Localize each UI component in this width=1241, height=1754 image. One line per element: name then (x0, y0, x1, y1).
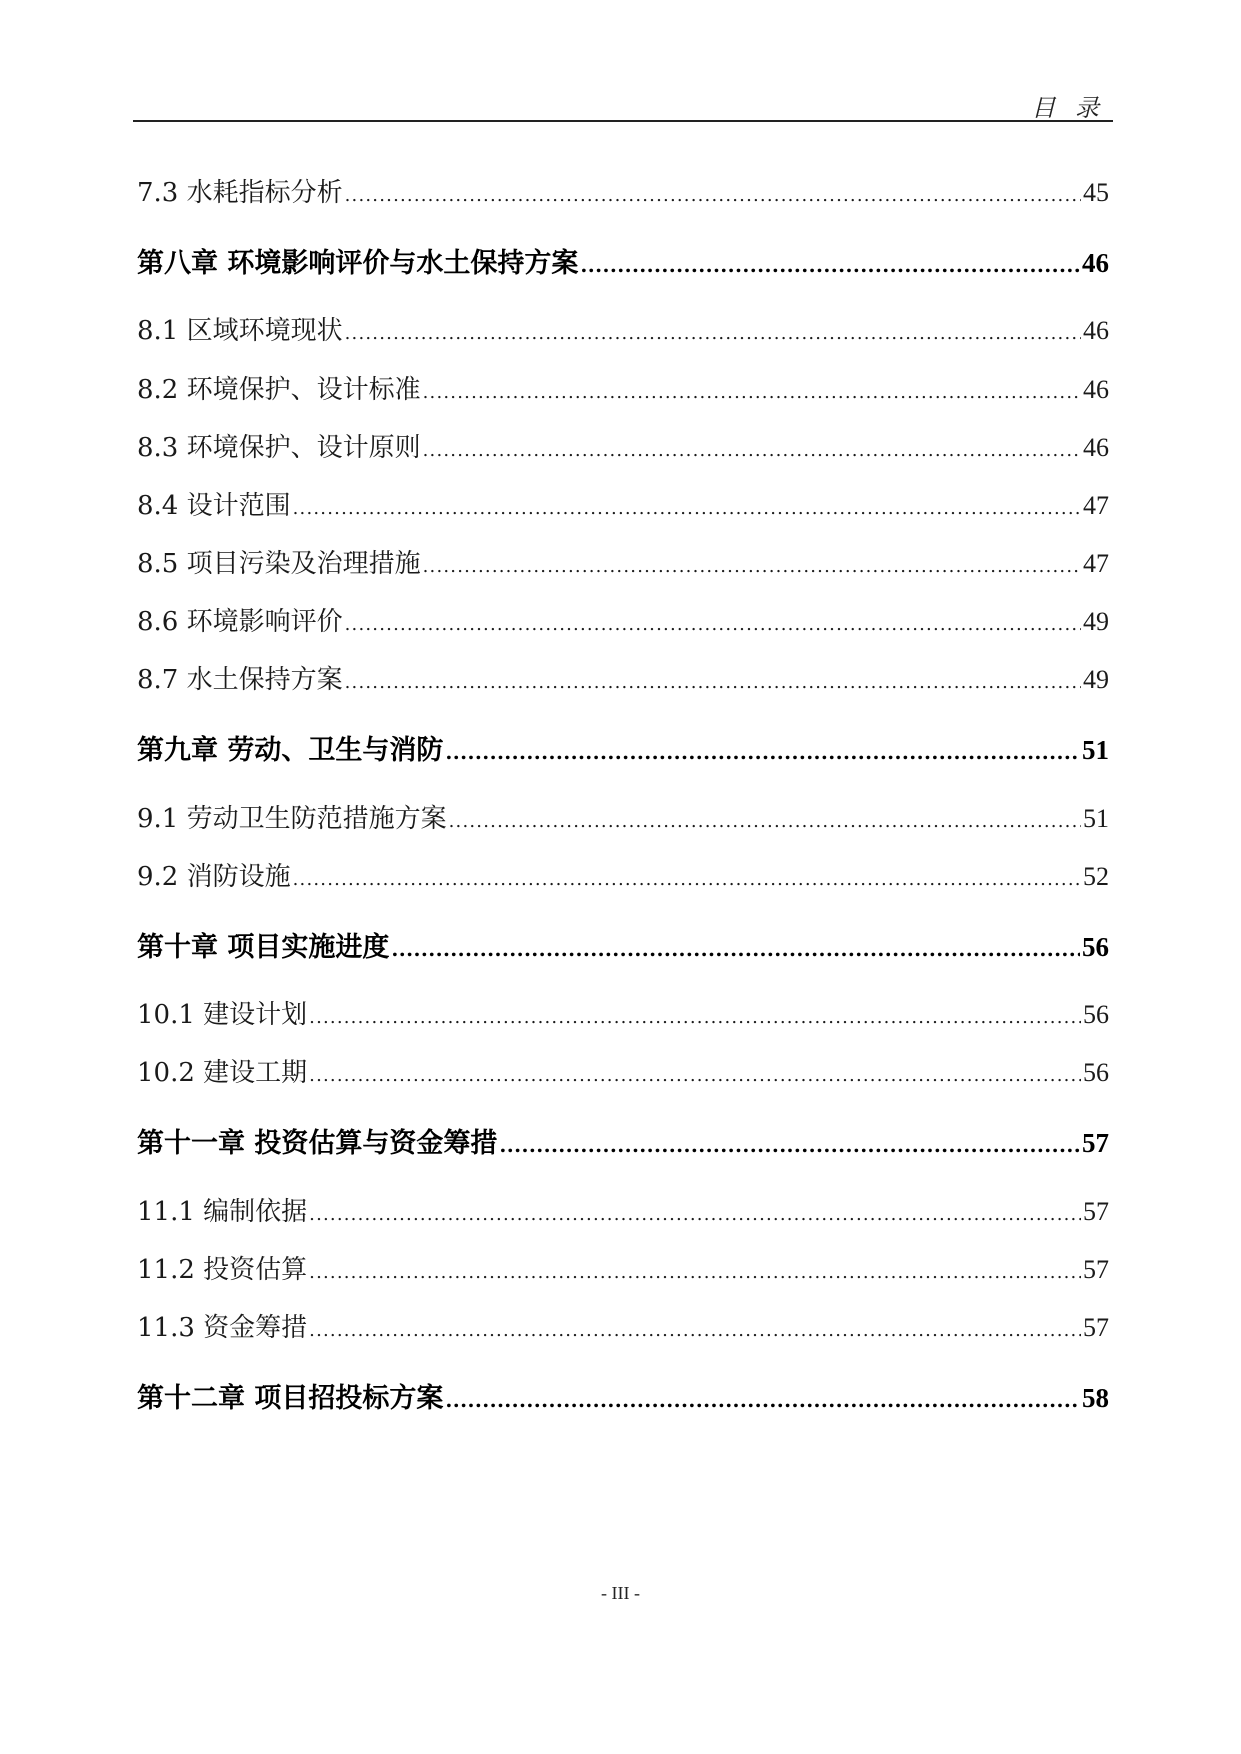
toc-chapter-label: 第十一章 投资估算与资金筹措 (137, 1128, 498, 1159)
dot-leader (423, 375, 1081, 405)
dot-leader (309, 1197, 1081, 1227)
toc-entry-label: 11.1 编制依据 (137, 1197, 308, 1227)
toc-entry-label: 10.2 建设工期 (137, 1058, 308, 1088)
toc-entry[interactable] (137, 798, 1109, 838)
toc-entry-page: 46 (1083, 375, 1109, 404)
dot-leader (345, 178, 1081, 208)
toc-entry-page: 47 (1083, 549, 1109, 578)
toc-chapter-label: 第八章 环境影响评价与水土保持方案 (137, 248, 579, 279)
toc-chapter-page: 51 (1082, 735, 1109, 765)
dot-leader (309, 1255, 1081, 1285)
toc-entry-page: 57 (1083, 1197, 1109, 1226)
dot-leader (293, 491, 1081, 521)
toc-entry-page: 56 (1083, 1000, 1109, 1029)
toc-entry-page: 47 (1083, 491, 1109, 520)
toc-entry-label: 9.1 劳动卫生防范措施方案 (137, 804, 447, 834)
dot-leader (445, 1383, 1080, 1414)
toc-entry-page: 49 (1083, 665, 1109, 694)
toc-entry-page: 49 (1083, 607, 1109, 636)
dot-leader (309, 1000, 1081, 1030)
dot-leader (423, 433, 1081, 463)
toc-entry-page: 46 (1083, 433, 1109, 462)
toc-entry[interactable] (137, 427, 1109, 467)
dot-leader (449, 804, 1081, 834)
toc-entry[interactable] (137, 994, 1109, 1034)
dot-leader (580, 248, 1080, 279)
toc-entry-label: 8.4 设计范围 (137, 491, 291, 521)
toc-entry-page: 46 (1083, 316, 1109, 345)
toc-entry-page: 56 (1083, 1058, 1109, 1087)
dot-leader (345, 607, 1081, 637)
toc-chapter-page: 46 (1082, 248, 1109, 278)
dot-leader (391, 932, 1080, 963)
dot-leader (309, 1058, 1081, 1088)
toc-entry-page: 57 (1083, 1313, 1109, 1342)
toc-entry[interactable] (137, 369, 1109, 409)
toc-entry[interactable] (137, 856, 1109, 896)
toc-entry[interactable] (137, 310, 1109, 350)
toc-chapter-entry[interactable] (137, 1121, 1109, 1161)
toc-chapter-label: 第十二章 项目招投标方案 (137, 1383, 444, 1414)
toc-entry[interactable] (137, 485, 1109, 525)
toc-chapter-label: 第十章 项目实施进度 (137, 932, 390, 963)
dot-leader (345, 665, 1081, 695)
toc-entry[interactable] (137, 1052, 1109, 1092)
toc-entry[interactable] (137, 172, 1109, 212)
header-title: 目 录 (1031, 94, 1105, 122)
toc-chapter-page: 57 (1082, 1128, 1109, 1158)
toc-entry-label: 8.3 环境保护、设计原则 (137, 433, 421, 463)
toc-chapter-entry[interactable] (137, 241, 1109, 281)
toc-entry[interactable] (137, 543, 1109, 583)
toc-entry-page: 45 (1083, 178, 1109, 207)
toc-chapter-label: 第九章 劳动、卫生与消防 (137, 735, 444, 766)
toc-entry-label: 8.5 项目污染及治理措施 (137, 549, 421, 579)
dot-leader (423, 549, 1081, 579)
page-number: - III - (601, 1583, 640, 1603)
dot-leader (499, 1128, 1080, 1159)
toc-entry[interactable] (137, 1307, 1109, 1347)
toc-entry[interactable] (137, 1191, 1109, 1231)
toc-entry-label: 7.3 水耗指标分析 (137, 178, 343, 208)
toc-chapter-entry[interactable] (137, 728, 1109, 768)
page-header (133, 84, 1113, 122)
toc-entry-label: 10.1 建设计划 (137, 1000, 308, 1030)
toc-entry-label: 8.6 环境影响评价 (137, 607, 343, 637)
toc-entry-label: 8.2 环境保护、设计标准 (137, 375, 421, 405)
toc-entry-page: 57 (1083, 1255, 1109, 1284)
dot-leader (293, 862, 1081, 892)
toc-entry-label: 8.7 水土保持方案 (137, 665, 343, 695)
toc-entry[interactable] (137, 659, 1109, 699)
toc-entry-label: 11.2 投资估算 (137, 1255, 308, 1285)
toc-chapter-page: 56 (1082, 932, 1109, 962)
toc-entry-page: 52 (1083, 862, 1109, 891)
dot-leader (345, 316, 1081, 346)
dot-leader (309, 1313, 1081, 1343)
toc-chapter-page: 58 (1082, 1383, 1109, 1413)
toc-entry-label: 9.2 消防设施 (137, 862, 291, 892)
toc-chapter-entry[interactable] (137, 925, 1109, 965)
toc-entry[interactable] (137, 601, 1109, 641)
toc-entry[interactable] (137, 1249, 1109, 1289)
toc-entry-label: 8.1 区域环境现状 (137, 316, 343, 346)
toc-chapter-entry[interactable] (137, 1376, 1109, 1416)
toc-entry-label: 11.3 资金筹措 (137, 1313, 308, 1343)
toc-entry-page: 51 (1083, 804, 1109, 833)
dot-leader (445, 735, 1080, 766)
